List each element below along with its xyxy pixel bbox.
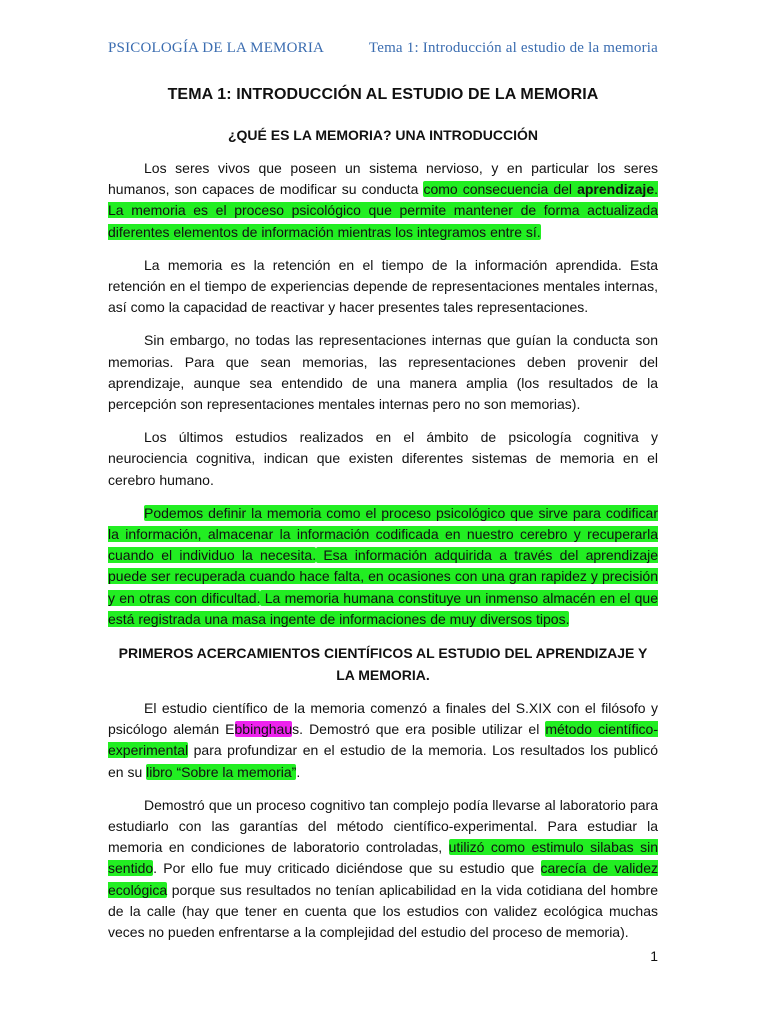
p7-text-e: porque sus resultados no tenían aplicabilidad en la vida cotidiana del hombre de la calle (hay que tener en cuenta que los estudios con validez ecológica muchas veces no pueden enfrentarse a la complejidad del estudio del proceso de memoria). bbox=[108, 881, 658, 941]
document-body bbox=[108, 86, 658, 955]
p7-text-a: Demostró que un proceso cognitivo tan complejo podía llevarse al laboratorio para estudiarlo con las garantías del método científico-experimental. Para estudiar la memoria en condiciones de laboratorio controladas, bbox=[108, 796, 658, 856]
p6-text-d: s. Demostró que era posible utilizar el bbox=[292, 721, 546, 738]
paragraph-2: La memoria es la retención en el tiempo de la información aprendida. Esta retención en el tiempo de experiencias depende de representaciones mentales internas, así como la capacidad de reactivar y hacer presentes tales representaciones. bbox=[108, 256, 658, 316]
p1-text-d: . bbox=[654, 181, 658, 198]
header-left: PSICOLOGÍA DE LA MEMORIA bbox=[108, 40, 325, 56]
p5-highlight-c: La memoria humana constituye un inmenso almacén en el que está registrada una masa ingente de informaciones de muy diversos tipos. bbox=[108, 589, 658, 627]
document-title: TEMA 1: INTRODUCCIÓN AL ESTUDIO DE LA MEMORIA bbox=[167, 86, 599, 103]
highlight-libro: libro “Sobre la memoria” bbox=[146, 763, 297, 780]
paragraph-1 bbox=[108, 158, 658, 243]
p5-highlight-a: Podemos definir la memoria como el proceso psicológico que sirve para codificar la información, almacenar la información codificada en nuestro cerebro y recuperarla cuando el individuo la necesita. bbox=[108, 504, 658, 564]
p6-text-f: para profundizar en el estudio de la memoria. Los resultados los publicó en su bbox=[108, 742, 658, 780]
running-header bbox=[108, 40, 658, 57]
p6-text-a: El estudio científico de la memoria comenzó a finales del S.XIX con el filósofo y psicólogo alemán bbox=[108, 700, 658, 738]
p1-bold-aprendizaje: aprendizaje bbox=[577, 181, 655, 198]
section-heading-history: PRIMEROS ACERCAMIENTOS CIENTÍFICOS AL ESTUDIO DEL APRENDIZAJE Y LA MEMORIA. bbox=[118, 645, 648, 684]
highlight-validez: carecía de validez ecológica bbox=[108, 860, 658, 898]
highlight-metodo: método científico-experimental bbox=[108, 721, 658, 759]
paragraph-6 bbox=[108, 698, 658, 783]
section-heading-intro: ¿QUÉ ES LA MEMORIA? UNA INTRODUCCIÓN bbox=[227, 127, 539, 143]
p1-text-a: Los seres vivos que poseen un sistema nervioso, y en particular los seres humanos, son capaces de modificar su conducta bbox=[108, 160, 658, 198]
p6-text-b: E bbox=[225, 721, 235, 738]
paragraph-4: Los últimos estudios realizados en el ámbito de psicología cognitiva y neurociencia cognitiva, indican que existen diferentes sistemas de memoria en el cerebro humano. bbox=[108, 429, 658, 488]
p1-text-b: como consecuencia del bbox=[423, 181, 578, 198]
paragraph-5 bbox=[108, 503, 658, 630]
highlight-ebbinghaus: bbinghau bbox=[234, 721, 293, 738]
paragraph-3: Sin embargo, no todas las representaciones internas que guían la conducta son memorias. Para que sean memorias, las representaciones deben provenir del aprendizaje, aunque sea entendido de una manera amplia (los resultados de la percepción son representaciones mentales internas pero no son memorias). bbox=[108, 332, 658, 413]
paragraph-7 bbox=[108, 795, 658, 943]
header-right: Tema 1: Introducción al estudio de la memoria bbox=[368, 40, 658, 56]
p5-highlight-b: Esa información adquirida a través del aprendizaje puede ser recuperada cuando hace falta, en ocasiones con una gran rapidez y precisión y en otras con dificultad. bbox=[108, 547, 658, 606]
page-number: 1 bbox=[650, 948, 658, 964]
p6-text-h: . bbox=[296, 763, 301, 780]
highlight-silabas: utilizó como estimulo silabas sin sentido bbox=[108, 839, 659, 877]
p7-text-c: . Por ello fue muy criticado diciéndose que su estudio que bbox=[153, 860, 541, 877]
p1-text-e: La memoria es el proceso psicológico que permite mantener de forma actualizada diferentes elementos de información mientras los integramos entre sí. bbox=[108, 202, 658, 240]
